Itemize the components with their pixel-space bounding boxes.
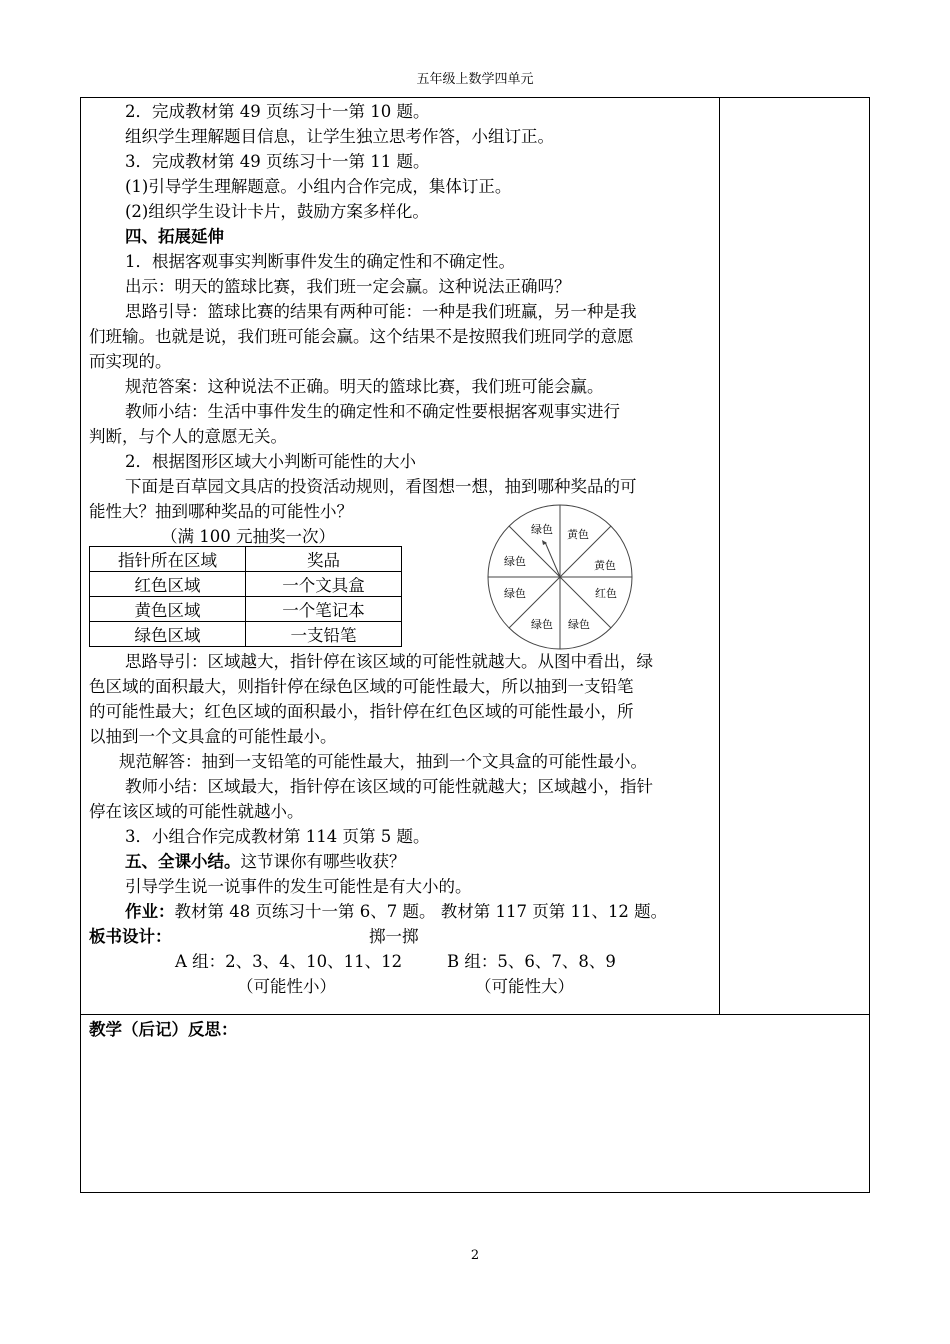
- text-line: 教师小结：区域最大，指针停在该区域的可能性就越大；区域越小，指针: [125, 777, 653, 796]
- wheel-label: 绿色: [568, 618, 590, 631]
- group-b-note: （可能性大）: [475, 977, 574, 996]
- column-divider: [719, 98, 720, 1015]
- group-b: B 组：5、6、7、8、9: [447, 952, 616, 971]
- table-header-cell: 指针所在区域: [90, 547, 246, 572]
- text-line: 规范解答：抽到一支铅笔的可能性最大，抽到一个文具盒的可能性最小。: [119, 752, 647, 771]
- text-line: 而实现的。: [89, 352, 172, 371]
- text-line: 3．小组合作完成教材第 114 页第 5 题。: [125, 827, 430, 846]
- text-line: 思路导引：区域越大，指针停在该区域的可能性就越大。从图中看出，绿: [125, 652, 653, 671]
- row-divider: [81, 1014, 869, 1015]
- text-line: (2)组织学生设计卡片，鼓励方案多样化。: [125, 202, 429, 221]
- wheel-label: 绿色: [531, 523, 553, 536]
- text-line: 1．根据客观事实判断事件发生的确定性和不确定性。: [125, 252, 515, 271]
- wheel-label: 绿色: [504, 555, 526, 568]
- wheel-label: 红色: [595, 587, 617, 600]
- text-line: 2．完成教材第 49 页练习十一第 10 题。: [125, 102, 430, 121]
- homework-line: [125, 900, 667, 924]
- group-a-note: （可能性小）: [237, 977, 336, 996]
- text-line: 规范答案：这种说法不正确。明天的篮球比赛，我们班可能会赢。: [125, 377, 604, 396]
- section-heading: 五、全课小结。: [125, 852, 241, 871]
- text-line: 教师小结：生活中事件发生的确定性和不确定性要根据客观事实进行: [125, 402, 620, 421]
- wheel-label: 绿色: [531, 618, 553, 631]
- table-header-cell: 奖品: [246, 547, 402, 572]
- text-line: 的可能性最大；红色区域的面积最小，指针停在红色区域的可能性最小，所: [89, 702, 634, 721]
- table-cell: 黄色区域: [90, 597, 246, 622]
- lesson-table: [80, 97, 870, 1193]
- homework-label: 作业：: [125, 902, 175, 921]
- text-line: 出示：明天的篮球比赛，我们班一定会赢。这种说法正确吗？: [125, 277, 571, 296]
- text-line: 判断，与个人的意愿无关。: [89, 427, 287, 446]
- section-heading-line: [125, 850, 406, 874]
- homework-text: 教材第 48 页练习十一第 6、7 题。 教材第 117 页第 11、12 题。: [174, 902, 668, 921]
- text-line: 以抽到一个文具盒的可能性最小。: [89, 727, 337, 746]
- table-cell: 红色区域: [90, 572, 246, 597]
- text-line: 组织学生理解题目信息，让学生独立思考作答，小组订正。: [125, 127, 554, 146]
- table-cell: 一个文具盒: [246, 572, 402, 597]
- spinner-pointer: [545, 542, 560, 577]
- board-design-label: 板书设计：: [89, 927, 172, 946]
- group-a: A 组：2、3、4、10、11、12: [175, 952, 403, 971]
- table-cell: 一个笔记本: [246, 597, 402, 622]
- text-line: 色区域的面积最大，则指针停在绿色区域的可能性最大，所以抽到一支铅笔: [89, 677, 634, 696]
- table-cell: 绿色区域: [90, 622, 246, 647]
- text-line: 下面是百草园文具店的投资活动规则，看图想一想，抽到哪种奖品的可: [125, 477, 637, 496]
- text-line: 停在该区域的可能性就越小。: [89, 802, 304, 821]
- section-heading: 四、拓展延伸: [125, 227, 224, 246]
- wheel-label: 黄色: [567, 528, 589, 541]
- page-number: 2: [470, 1248, 480, 1263]
- table-caption: （满 100 元抽奖一次）: [161, 527, 335, 546]
- wheel-label: 绿色: [504, 587, 526, 600]
- text-line: 引导学生说一说事件的发生可能性是有大小的。: [125, 877, 472, 896]
- text-line: (1)引导学生理解题意。小组内合作完成，集体订正。: [125, 177, 512, 196]
- table-cell: 一支铅笔: [246, 622, 402, 647]
- board-title: 掷一掷: [369, 927, 419, 946]
- page-header: 五年级上数学四单元: [416, 72, 534, 87]
- text-line: 2．根据图形区域大小判断可能性的大小: [125, 452, 416, 471]
- wheel-label: 黄色: [594, 559, 616, 572]
- text-line: 3．完成教材第 49 页练习十一第 11 题。: [125, 152, 430, 171]
- reflection-title: 教学（后记）反思：: [89, 1020, 238, 1039]
- text-line: 们班输。也就是说，我们班可能会赢。这个结果不是按照我们班同学的意愿: [89, 327, 634, 346]
- text-line: 这节课你有哪些收获？: [240, 852, 406, 871]
- text-line: 能性大？抽到哪种奖品的可能性小？: [89, 502, 353, 521]
- spinner-wheel: [485, 502, 635, 652]
- text-line: 思路引导：篮球比赛的结果有两种可能：一种是我们班赢，另一种是我: [125, 302, 637, 321]
- prize-table: [89, 546, 402, 647]
